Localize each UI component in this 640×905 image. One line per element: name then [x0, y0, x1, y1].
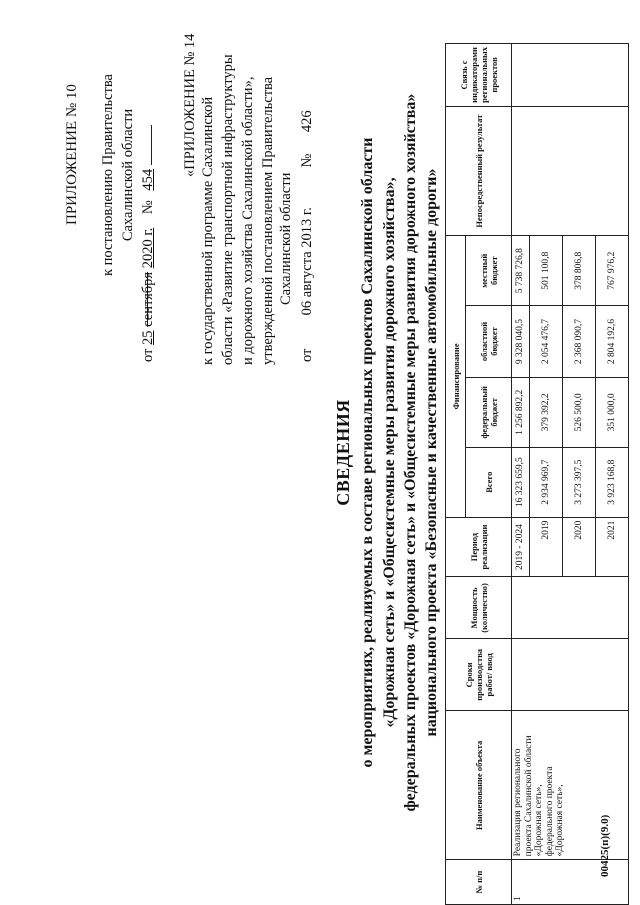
date-day: 25 [140, 330, 156, 345]
period-cell: 2019 - 2024 [512, 517, 530, 577]
total-cell: 3 923 168,8 [596, 447, 629, 517]
capacity-cell [512, 577, 629, 639]
object-name-line1: Реализация регионального [513, 748, 523, 857]
document-code: 00425(п)(9.0) [599, 814, 611, 877]
link-cell [512, 44, 629, 107]
financing-table [445, 43, 629, 905]
regional-cell: 2 804 192,6 [596, 306, 629, 378]
local-cell: 5 738 726,8 [512, 236, 530, 306]
row-number: 1 [512, 860, 629, 905]
header-total: Всего [466, 447, 512, 517]
number-value: 426 [299, 110, 315, 133]
header-capacity: Мощность (количество) [446, 577, 512, 639]
federal-cell: 379 392,2 [530, 377, 563, 447]
date-year: 2020 г. [140, 227, 156, 269]
heading-line4: национального проекта «Безопасные и качественные автомобильные дороги» [423, 168, 440, 737]
appendix10-title: ПРИЛОЖЕНИЕ № 10 [64, 84, 80, 225]
date-prefix: от [299, 348, 315, 362]
regional-cell: 2 054 476,7 [530, 306, 563, 378]
number-label: № [299, 153, 315, 168]
header-num: № п/п [446, 860, 512, 905]
local-cell: 378 806,8 [563, 236, 596, 306]
table-row [512, 44, 530, 905]
date-prefix: от [140, 348, 156, 362]
appendix10-line2: Сахалинской области [120, 108, 136, 242]
period-cell: 2021 [596, 517, 629, 577]
local-cell: 501 100,8 [530, 236, 563, 306]
result-cell [512, 106, 629, 235]
header-local: местный бюджет [466, 236, 512, 306]
appendix14-line3: и дорожного хозяйства Сахалинской области», [240, 76, 256, 365]
header-name: Наименование объекта [446, 711, 512, 860]
regional-cell: 2 368 090,7 [563, 306, 596, 378]
header-financing: Финансирование [446, 236, 466, 517]
heading-line3: федеральных проектов «Дорожная сеть» и «Общесистемные меры развития дорожного хозяйства» [402, 93, 419, 812]
object-name-line5: «Дорожная сеть», [555, 784, 565, 857]
date-month: сентября [140, 271, 156, 327]
date-value: 06 августа 2013 г. [299, 207, 315, 316]
object-name-line3: «Дорожная сеть», [534, 784, 544, 857]
appendix10-line1: к постановлению Правительства [100, 74, 116, 276]
total-cell: 2 934 969,7 [530, 447, 563, 517]
header-period: Период реализации [446, 517, 512, 577]
object-name-line4: федерального проекта [544, 766, 555, 857]
period-cell: 2020 [563, 517, 596, 577]
federal-cell: 1 256 892,2 [512, 377, 530, 447]
federal-cell: 526 500,0 [563, 377, 596, 447]
appendix10-date [138, 125, 158, 362]
local-cell: 767 976,2 [596, 236, 629, 306]
object-name-line2: проекта Сахалинской области [523, 735, 534, 857]
header-regional: областной бюджет [466, 306, 512, 378]
federal-cell: 351 000,0 [596, 377, 629, 447]
heading-line2: «Дорожная сеть» и «Общесистемные меры развития дорожного хозяйства», [381, 177, 398, 728]
document-heading: СВЕДЕНИЯ [333, 399, 353, 506]
appendix14-line1: к государственной программе Сахалинской [200, 96, 216, 365]
regional-cell: 9 328 040,5 [512, 306, 530, 378]
appendix14-line2: области «Развитие транспортной инфраструктуры [220, 54, 236, 365]
heading-line1: о мероприятиях, реализуемых в составе региональных проектов Сахалинской области [359, 137, 376, 768]
header-terms: Сроки производства работ/ ввод [446, 639, 512, 711]
terms-cell [512, 639, 629, 711]
number-value: 454 [140, 168, 156, 191]
header-result: Непосредственный результат [446, 106, 512, 235]
header-link: Связь с индикаторами региональных проектов [446, 44, 512, 107]
period-cell: 2019 [530, 517, 563, 577]
header-federal: федеральный бюджет [466, 377, 512, 447]
appendix14-line4: утвержденной постановлением Правительства [260, 76, 276, 365]
number-label: № [140, 200, 156, 215]
appendix14-date [297, 110, 317, 362]
total-cell: 3 273 397,5 [563, 447, 596, 517]
appendix14-line5: Сахалинской области [278, 172, 294, 305]
appendix14-title: «ПРИЛОЖЕНИЕ № 14 [182, 33, 198, 177]
underline [151, 125, 152, 165]
total-cell: 16 323 659,5 [512, 447, 530, 517]
